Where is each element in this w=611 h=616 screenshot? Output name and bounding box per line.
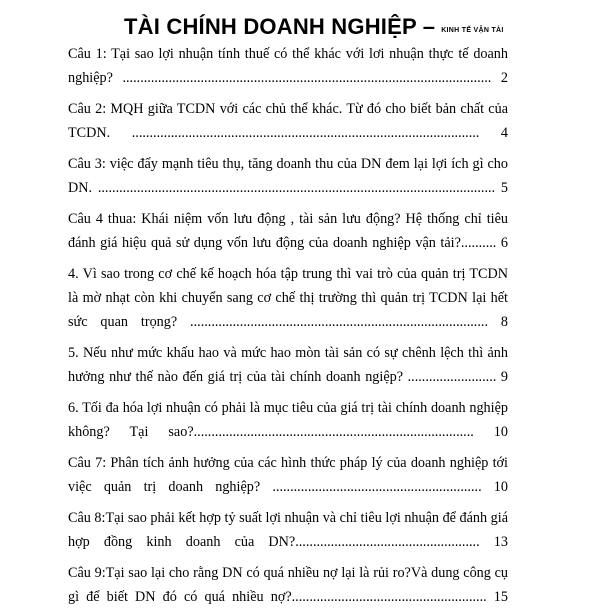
toc-entry: Câu 3: việc đẩy mạnh tiêu thụ, tăng doanh thu của DN đem lại lợi ích gì cho DN. ................................................................................................................ 5: [68, 156, 508, 196]
document-title-line: [124, 14, 504, 44]
toc-entry: Câu 2: MQH giữa TCDN với các chủ thể khác. Từ đó cho biết bản chất của TCDN. .................................................................................................. 4: [68, 101, 508, 141]
table-of-contents: [68, 42, 508, 616]
toc-entry: Câu 4 thua: Khái niệm vốn lưu động , tài sản lưu động? Hệ thống chỉ tiêu đánh giá hiệu quả sử dụng vốn lưu động của doanh nghiệp vận tải?.......... 6: [68, 211, 508, 251]
toc-entry: 4. Vì sao trong cơ chế kế hoạch hóa tập trung thì vai trò của quản trị TCDN là mờ nhạt còn khi chuyển sang cơ chế thị trường thì quản trị TCDN lại hết sức quan trọng? .................................................................................... 8: [68, 266, 508, 330]
toc-entry: Câu 8:Tại sao phải kết hợp tỷ suất lợi nhuận và chỉ tiêu lợi nhuận để đánh giá hợp đồng kinh doanh của DN?.................................................... 13: [68, 510, 508, 550]
toc-entry: Câu 7: Phân tích ảnh hưởng của các hình thức pháp lý của doanh nghiệp tới việc quản trị doanh nghiệp? ........................................................... 10: [68, 455, 508, 495]
toc-entry: Câu 9:Tại sao lại cho rằng DN có quá nhiều nợ lại là rủi ro?Và dung công cụ gì để biết DN đó có quá nhiều nợ?....................................................... 15: [68, 565, 508, 605]
toc-entry: Câu 1: Tại sao lợi nhuận tính thuế có thể khác với lơi nhuận thực tế doanh nghiệp? ........................................................................................................ 2: [68, 46, 508, 86]
document-title: TÀI CHÍNH DOANH NGHIỆP –: [124, 14, 436, 39]
document-subtitle: KINH TẾ VẬN TẢI: [441, 27, 504, 34]
toc-entry: 6. Tối đa hóa lợi nhuận có phải là mục tiêu của giá trị tài chính doanh nghiệp không? Tại sao?............................................................................... 10: [68, 400, 508, 440]
toc-entry: 5. Nếu như mức khấu hao và mức hao mòn tài sản có sự chênh lệch thì ảnh hưởng như thế nào đến giá trị của tài chính doanh ngiệp? ......................... 9: [68, 345, 508, 385]
